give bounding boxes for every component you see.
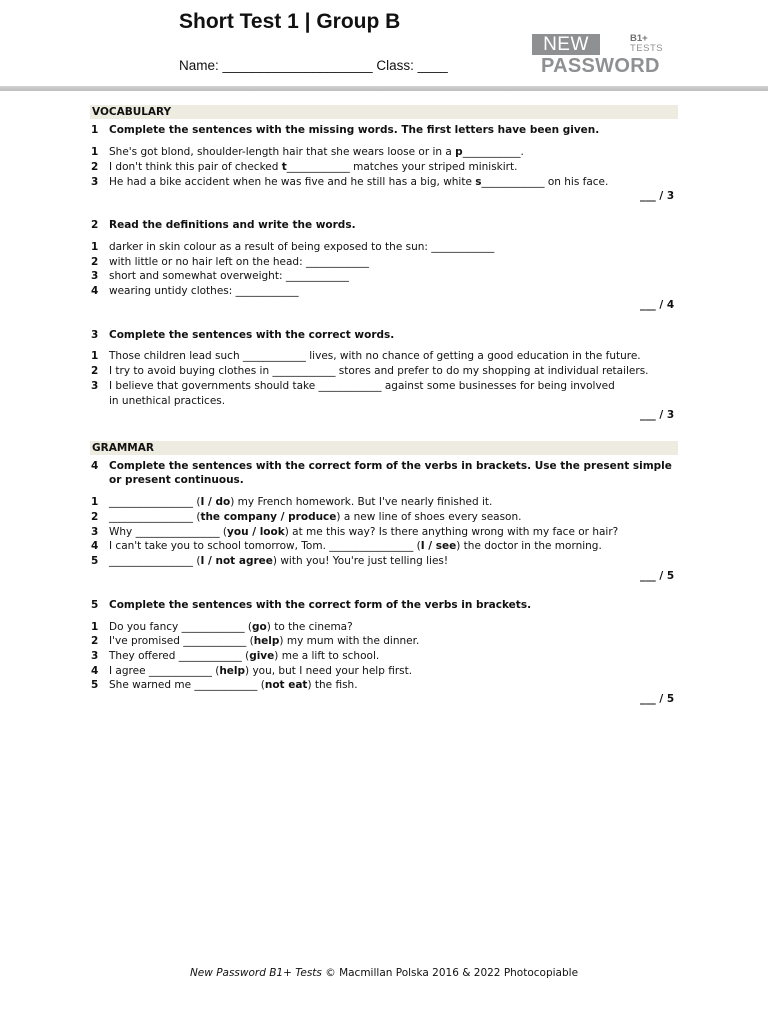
exercise-item: She warned me ____________ (not eat) the fish. bbox=[109, 679, 358, 691]
item-number: 5 bbox=[91, 679, 99, 691]
score-ex1: ___ / 3 bbox=[640, 190, 675, 202]
item-number: 4 bbox=[91, 665, 99, 677]
exercise-item: darker in skin colour as a result of being exposed to the sun: ____________ bbox=[109, 241, 495, 253]
exercise-item: They offered ____________ (give) me a lift to school. bbox=[109, 650, 380, 662]
exercise-item: I try to avoid buying clothes in ____________ stores and prefer to do my shopping at individual retailers. bbox=[109, 365, 649, 377]
item-number: 2 bbox=[91, 219, 99, 231]
exercise-item: Why ________________ (you / look) at me this way? Is there anything wrong with my face or hair? bbox=[109, 526, 619, 538]
footer bbox=[0, 967, 768, 980]
item-number: 4 bbox=[91, 540, 99, 552]
section-vocabulary: VOCABULARY bbox=[90, 105, 678, 119]
exercise-item: in unethical practices. bbox=[109, 395, 226, 407]
item-number: 2 bbox=[91, 161, 99, 173]
exercise-item: I agree ____________ (help) you, but I need your help first. bbox=[109, 665, 413, 677]
item-number: 3 bbox=[91, 176, 99, 188]
score-ex4: ___ / 5 bbox=[640, 570, 675, 582]
exercise-instruction: Complete the sentences with the correct words. bbox=[109, 329, 395, 341]
exercise-item: I can't take you to school tomorrow, Tom. ________________ (I / see) the doctor in the morning. bbox=[109, 540, 602, 552]
item-number: 3 bbox=[91, 526, 99, 538]
logo-password: PASSWORD bbox=[541, 55, 660, 77]
exercise-instruction: Complete the sentences with the correct form of the verbs in brackets. bbox=[109, 599, 532, 611]
item-number: 3 bbox=[91, 380, 99, 392]
exercise-instruction: or present continuous. bbox=[109, 474, 244, 486]
item-number: 1 bbox=[91, 241, 99, 253]
item-number: 4 bbox=[91, 285, 99, 297]
item-number: 1 bbox=[91, 124, 99, 136]
logo-level bbox=[630, 34, 666, 54]
new-password-logo bbox=[532, 34, 666, 80]
exercise-item: Do you fancy ____________ (go) to the cinema? bbox=[109, 621, 353, 633]
exercise-item: wearing untidy clothes: ____________ bbox=[109, 285, 299, 297]
score-ex5: ___ / 5 bbox=[640, 693, 675, 705]
item-number: 3 bbox=[91, 270, 99, 282]
exercise-instruction: Read the definitions and write the words. bbox=[109, 219, 356, 231]
exercise-item: She's got blond, shoulder-length hair that she wears loose or in a p___________. bbox=[109, 146, 524, 158]
section-grammar: GRAMMAR bbox=[90, 441, 678, 455]
logo-new: NEW bbox=[532, 34, 600, 55]
item-number: 3 bbox=[91, 329, 99, 341]
exercise-item: I've promised ____________ (help) my mum with the dinner. bbox=[109, 635, 420, 647]
item-number: 5 bbox=[91, 555, 99, 567]
footer-copyright: © Macmillan Polska 2016 & 2022 Photocopiable bbox=[321, 967, 579, 979]
page-title: Short Test 1 | Group B bbox=[179, 10, 401, 33]
item-number: 3 bbox=[91, 650, 99, 662]
item-number: 2 bbox=[91, 511, 99, 523]
exercise-item: with little or no hair left on the head: ____________ bbox=[109, 256, 369, 268]
item-number: 4 bbox=[91, 460, 99, 472]
exercise-instruction: Complete the sentences with the correct form of the verbs in brackets. Use the present simple bbox=[109, 460, 672, 472]
exercise-instruction: Complete the sentences with the missing words. The first letters have been given. bbox=[109, 124, 600, 136]
exercise-item: ________________ (the company / produce) a new line of shoes every season. bbox=[109, 511, 522, 523]
header-rule bbox=[0, 86, 768, 91]
item-number: 2 bbox=[91, 256, 99, 268]
exercise-item: I believe that governments should take ____________ against some businesses for being involved bbox=[109, 380, 615, 392]
exercise-item: ________________ (I / do) my French homework. But I've nearly finished it. bbox=[109, 496, 493, 508]
item-number: 1 bbox=[91, 146, 99, 158]
footer-brand: New Password B1+ Tests bbox=[189, 967, 322, 979]
logo-b1: B1+ bbox=[630, 33, 648, 44]
name-class-line: Name: ____________________ Class: ____ bbox=[179, 58, 448, 73]
item-number: 1 bbox=[91, 496, 99, 508]
item-number: 5 bbox=[91, 599, 99, 611]
item-number: 2 bbox=[91, 365, 99, 377]
logo-tests: TESTS bbox=[630, 43, 664, 54]
exercise-item: I don't think this pair of checked t____________ matches your striped miniskirt. bbox=[109, 161, 518, 173]
exercise-item: ________________ (I / not agree) with you! You're just telling lies! bbox=[109, 555, 449, 567]
exercise-item: short and somewhat overweight: ____________ bbox=[109, 270, 349, 282]
exercise-item: Those children lead such ____________ lives, with no chance of getting a good education in the future. bbox=[109, 350, 641, 362]
exercise-item: He had a bike accident when he was five and he still has a big, white s____________ on his face. bbox=[109, 176, 609, 188]
item-number: 1 bbox=[91, 621, 99, 633]
item-number: 1 bbox=[91, 350, 99, 362]
score-ex3: ___ / 3 bbox=[640, 409, 675, 421]
item-number: 2 bbox=[91, 635, 99, 647]
score-ex2: ___ / 4 bbox=[640, 299, 675, 311]
